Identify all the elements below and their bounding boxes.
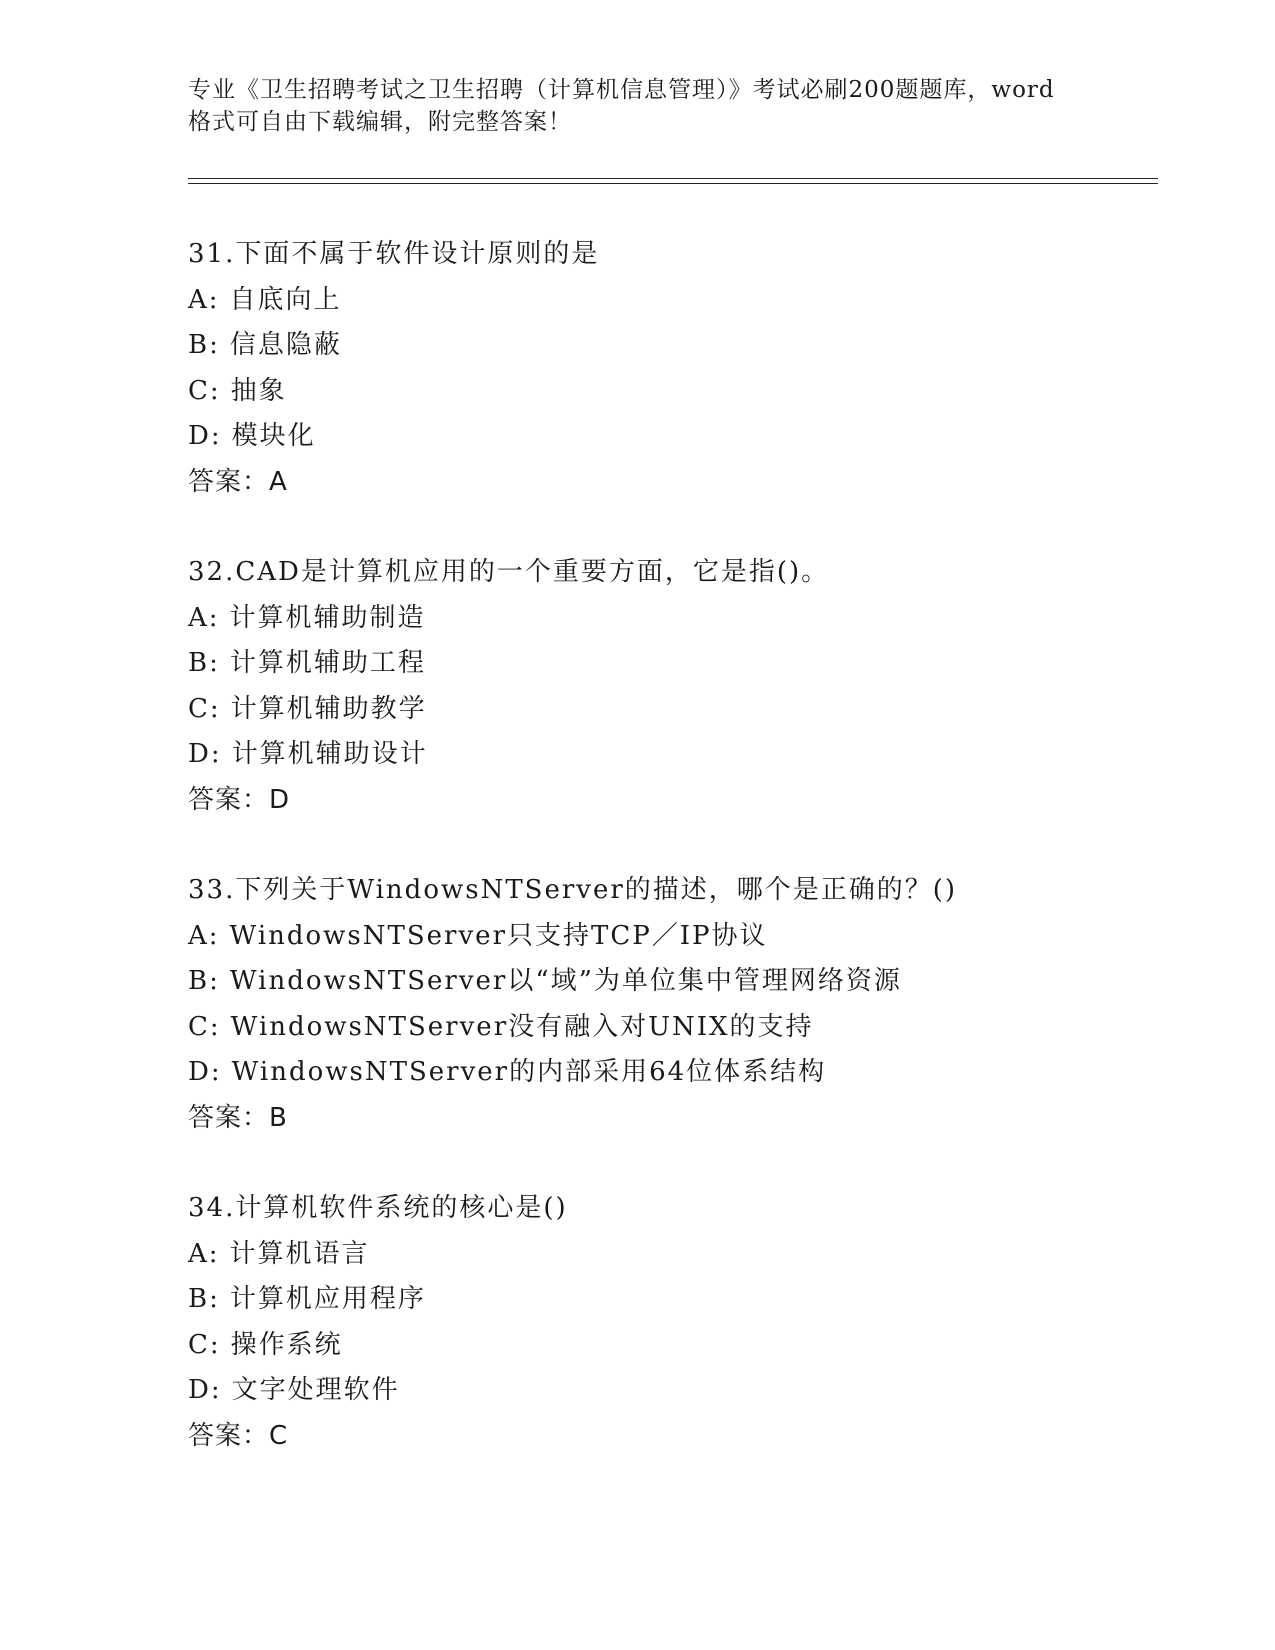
option-d: D: WindowsNTServer的内部采用64位体系结构 [188,1057,827,1087]
answer-label: 答案：B [188,1102,288,1133]
option-text: 计算机应用程序 [229,1284,426,1314]
option-letter: D [188,1057,211,1087]
option-b: B: 计算机应用程序 [188,1284,426,1314]
option-letter: D [188,1375,211,1405]
option-text: WindowsNTServer的内部采用64位体系结构 [231,1057,827,1087]
option-text: 计算机辅助工程 [229,648,426,678]
option-letter: C [188,1011,210,1042]
option-a: A: 计算机辅助制造 [188,602,426,633]
option-b: B: WindowsNTServer以“域”为单位集中管理网络资源 [188,966,902,996]
option-letter: C [188,375,210,406]
option-letter: B [188,1284,210,1314]
option-letter: A [188,1238,209,1269]
option-text: 计算机辅助设计 [231,739,428,769]
header-divider-top [188,178,1158,179]
header-line-2: 格式可自由下载编辑，附完整答案！ [188,109,572,135]
option-a: A: 自底向上 [188,284,342,315]
option-text: 文字处理软件 [231,1375,400,1405]
option-letter: B [188,648,210,678]
option-c: C: 操作系统 [188,1329,343,1360]
option-d: D: 文字处理软件 [188,1375,400,1405]
option-letter: D [188,421,211,451]
option-text: 操作系统 [230,1329,343,1360]
option-text: 模块化 [231,421,316,451]
question-stem: 32.CAD是计算机应用的一个重要方面，它是指()。 [188,557,830,587]
option-text: 计算机辅助教学 [230,693,427,724]
option-letter: A [188,920,209,951]
option-letter: C [188,1329,210,1360]
option-text: 信息隐蔽 [229,330,342,360]
question-stem: 34.计算机软件系统的核心是() [188,1193,568,1223]
question-34 [188,1186,1148,1459]
option-c: C: 计算机辅助教学 [188,693,427,724]
option-text: WindowsNTServer只支持TCP／IP协议 [229,920,768,951]
option-text: 计算机辅助制造 [229,602,426,633]
option-text: 计算机语言 [229,1238,370,1269]
question-32 [188,550,1148,823]
option-letter: D [188,739,211,769]
option-a: A: 计算机语言 [188,1238,370,1269]
option-text: 自底向上 [229,284,342,315]
question-33 [188,868,1148,1141]
option-c: C: 抽象 [188,375,287,406]
header-divider-bottom [188,183,1158,184]
option-text: WindowsNTServer以“域”为单位集中管理网络资源 [229,966,902,996]
option-c: C: WindowsNTServer没有融入对UNIX的支持 [188,1011,814,1042]
option-a: A: WindowsNTServer只支持TCP／IP协议 [188,920,768,951]
option-d: D: 计算机辅助设计 [188,739,428,769]
answer-label: 答案：C [188,1420,289,1451]
answer-label: 答案：D [188,784,291,815]
option-letter: A [188,602,209,633]
option-text: WindowsNTServer没有融入对UNIX的支持 [230,1011,814,1042]
question-stem: 31.下面不属于软件设计原则的是 [188,239,600,269]
option-d: D: 模块化 [188,421,316,451]
option-letter: A [188,284,209,315]
option-letter: C [188,693,210,724]
document-header [188,74,1088,138]
option-letter: B [188,330,210,360]
option-b: B: 信息隐蔽 [188,330,342,360]
option-letter: B [188,966,210,996]
question-31 [188,232,1148,505]
option-b: B: 计算机辅助工程 [188,648,426,678]
answer-label: 答案：A [188,466,288,497]
option-text: 抽象 [230,375,287,406]
header-line-1: 专业《卫生招聘考试之卫生招聘（计算机信息管理）》考试必刷200题题库，word [188,77,1055,103]
question-stem: 33.下列关于WindowsNTServer的描述，哪个是正确的？() [188,875,958,905]
